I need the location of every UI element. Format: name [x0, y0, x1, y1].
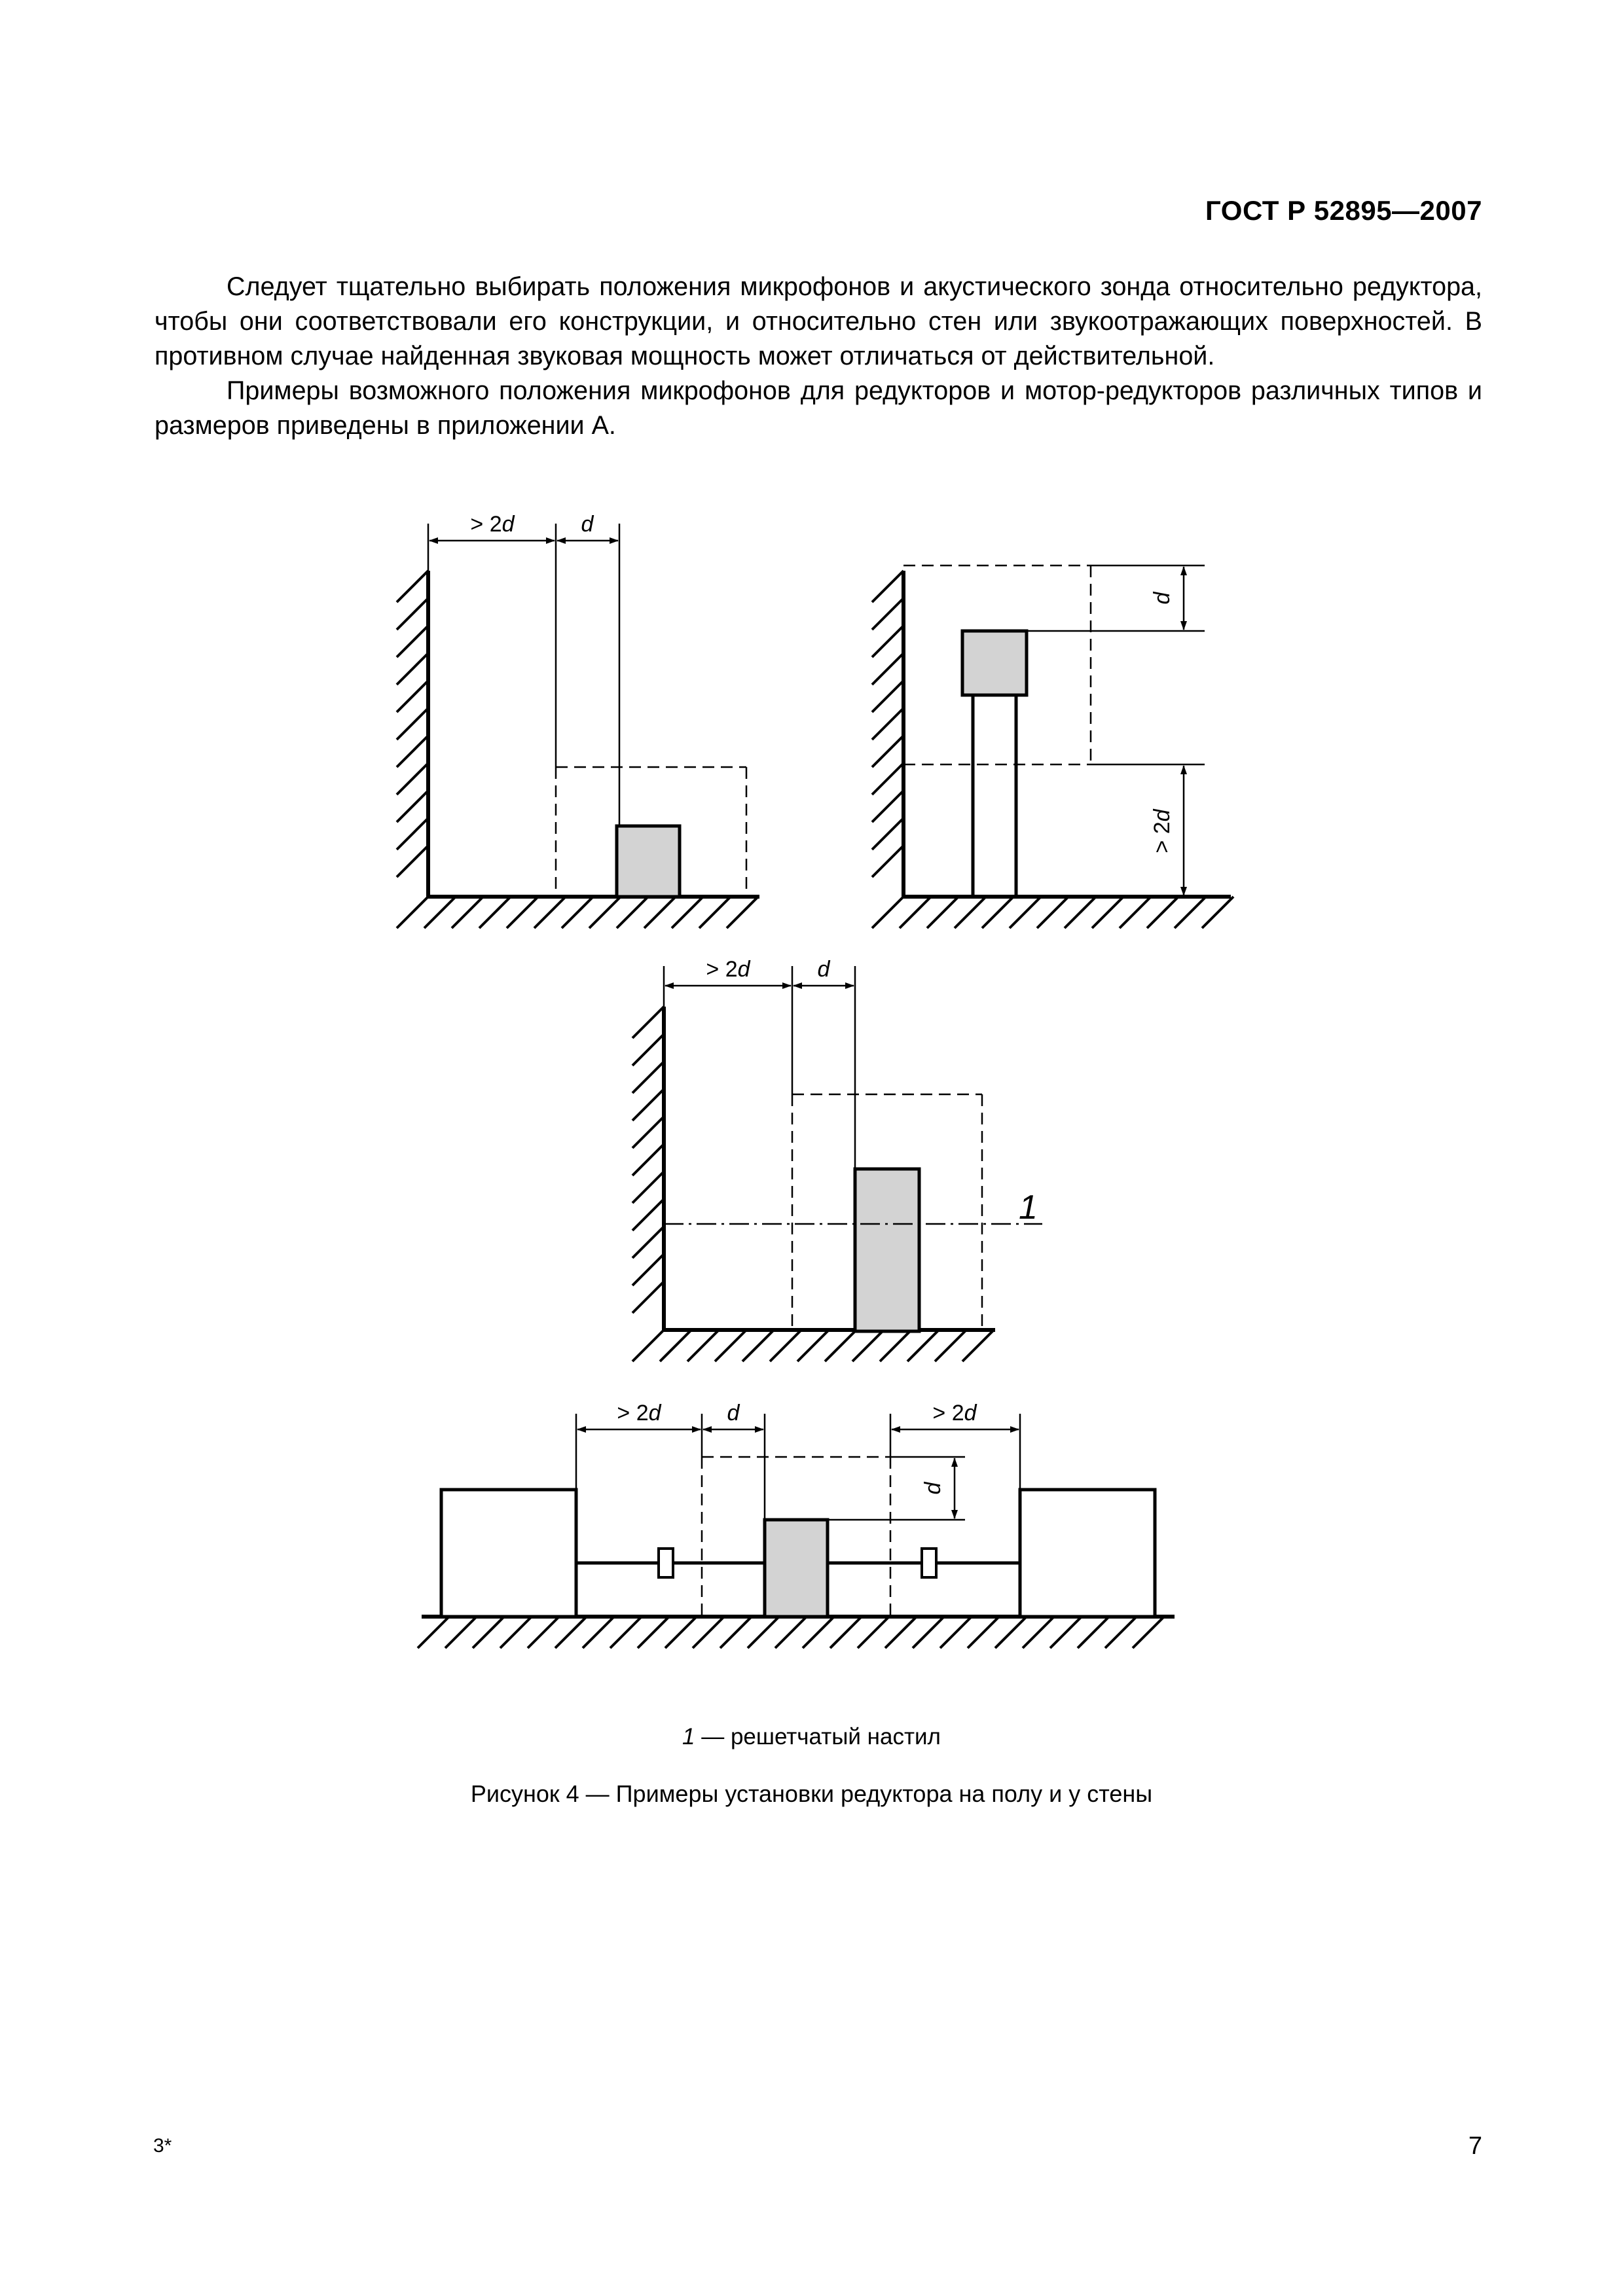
dim-label-d: d	[1150, 592, 1175, 605]
load-block	[1020, 1490, 1155, 1617]
floor-hatch	[872, 897, 1233, 928]
dim-label-d: d	[817, 957, 830, 982]
dim-label-d: d	[581, 512, 594, 537]
extension-lines	[1027, 565, 1205, 764]
paragraph-2: Примеры возможного положения микрофонов для редукторов и мотор-редукторов различных типов и размеров приведены в приложении А.	[155, 376, 1482, 440]
legend-number: 1	[682, 1724, 695, 1749]
caption-label: Рисунок 4	[470, 1780, 579, 1807]
gear-unit	[855, 1169, 919, 1331]
panel-grating-floor	[632, 957, 1042, 1361]
left-coupling	[659, 1549, 673, 1577]
dim-label-2d: > 2d	[1150, 809, 1175, 853]
figure-caption	[0, 1780, 1623, 1808]
dim-label-d: d	[921, 1482, 945, 1495]
wall-hatch	[632, 1007, 664, 1330]
dim-label-2d: > 2d	[706, 957, 750, 982]
page-number: 7	[1468, 2132, 1482, 2160]
gear-unit	[765, 1520, 828, 1617]
extension-lines	[428, 524, 619, 826]
right-coupling	[922, 1549, 936, 1577]
caption-text: Примеры установки редуктора на полу и у стены	[615, 1780, 1153, 1807]
legend-text: решетчатый настил	[730, 1724, 941, 1749]
panel-drive-train	[418, 1401, 1175, 1648]
panel-wall-mounted	[872, 565, 1233, 928]
caption-dash: —	[579, 1780, 616, 1807]
dimension-lines	[577, 1429, 1019, 1518]
dim-label-d: d	[727, 1401, 740, 1426]
wall-hatch	[397, 571, 428, 897]
motor-block	[441, 1490, 576, 1617]
panel-floor-wall	[397, 512, 759, 928]
wall-hatch	[872, 571, 903, 897]
floor-hatch	[418, 1617, 1175, 1648]
dim-label-2d: > 2d	[932, 1401, 977, 1426]
legend-dash: —	[695, 1724, 731, 1749]
dim-label-2d: > 2d	[470, 512, 515, 537]
extension-lines	[664, 966, 855, 1169]
floor-hatch	[397, 897, 759, 928]
floor-hatch	[632, 1330, 995, 1361]
support-legs	[973, 696, 1016, 897]
callout-number: 1	[1019, 1189, 1038, 1227]
sheet-mark: 3*	[153, 2135, 172, 2157]
paragraph-1: Следует тщательно выбирать положения микрофонов и акустического зонда относительно редуктора, чтобы они соответствовали его конструкции, и относительно стен или звукоотражающих поверхностей. В противном случае найденная звуковая мощность может отличаться от действительной.	[155, 272, 1482, 370]
gear-unit	[617, 826, 680, 897]
gear-unit	[962, 631, 1027, 695]
document-header: ГОСТ Р 52895—2007	[1205, 195, 1482, 226]
figure-legend	[0, 1724, 1623, 1750]
dim-label-2d: > 2d	[617, 1401, 661, 1426]
